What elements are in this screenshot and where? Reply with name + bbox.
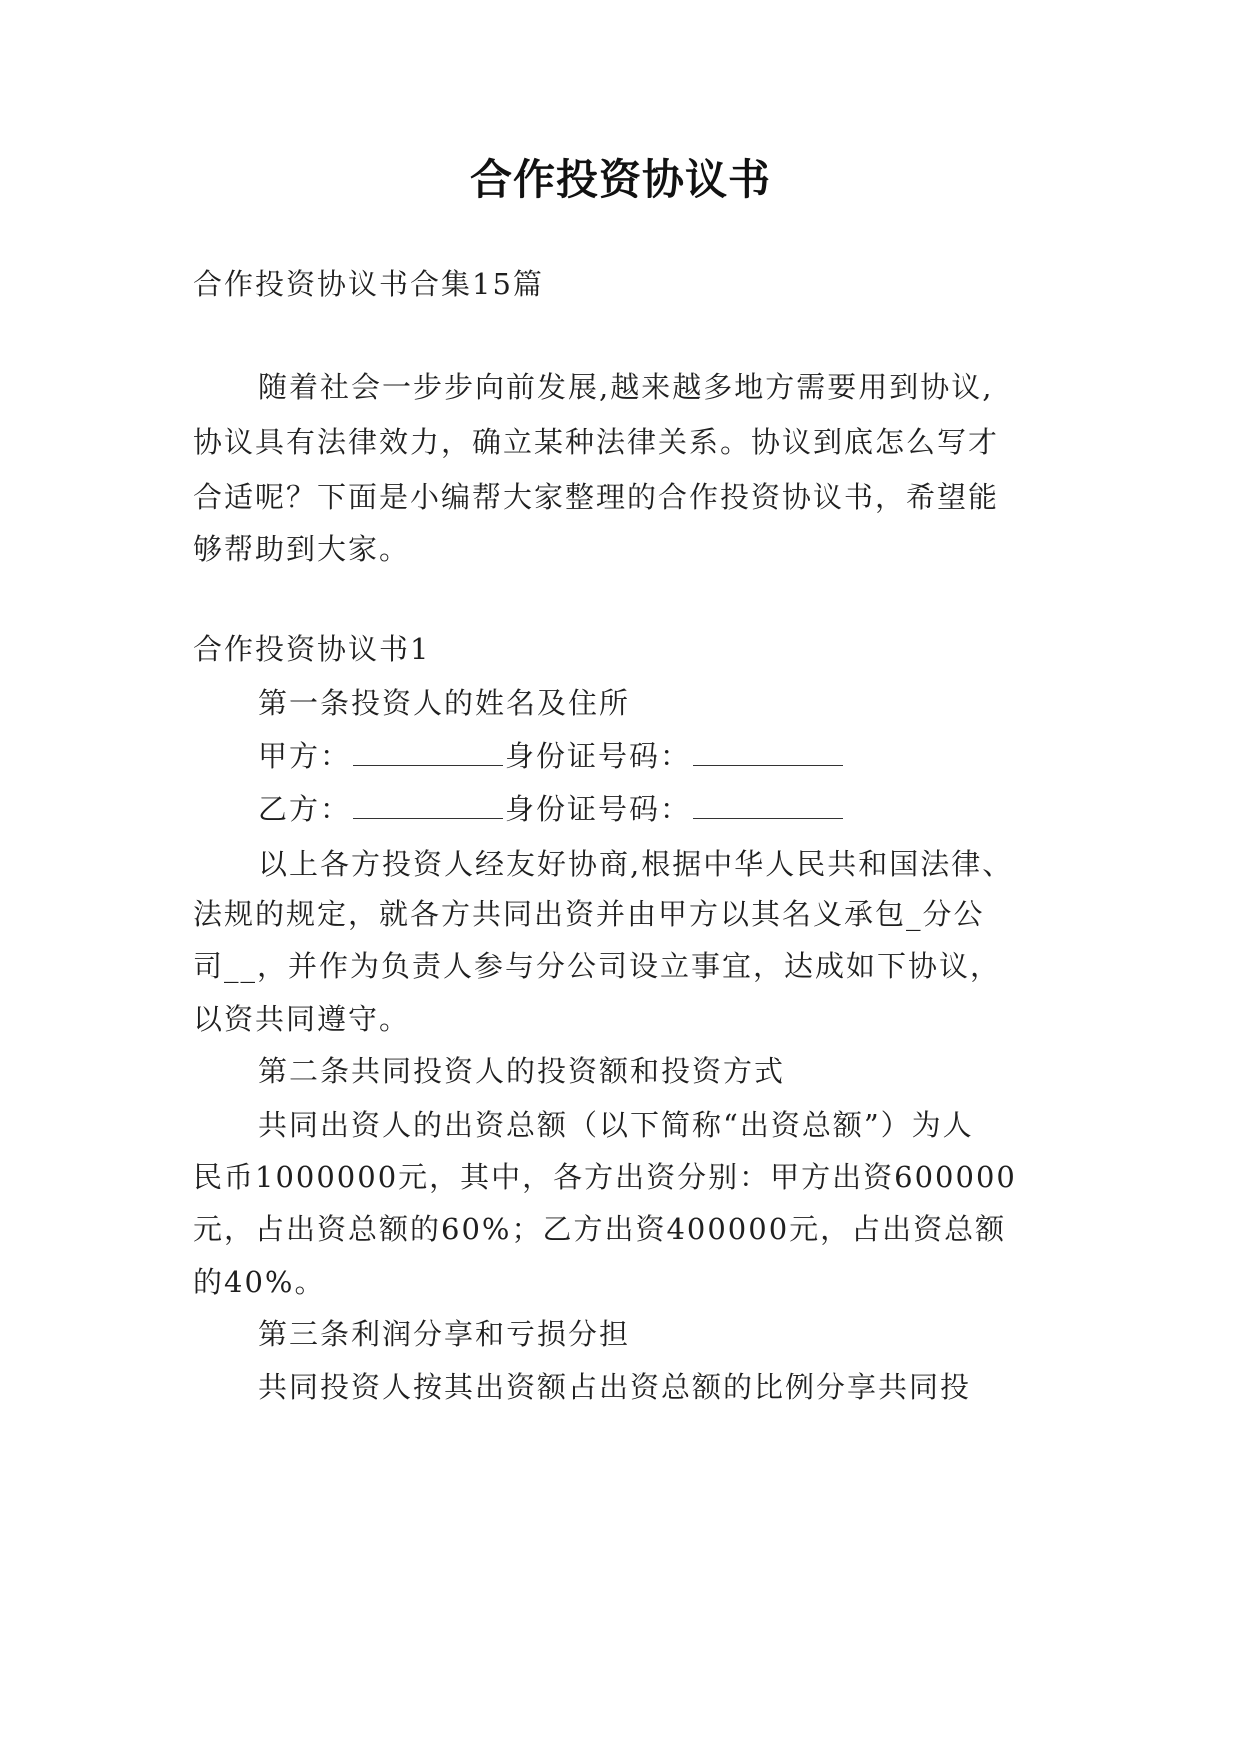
- party-b-name-blank: [353, 792, 503, 819]
- party-a-label: 甲方：: [258, 739, 352, 773]
- article-2-heading: 第二条共同投资人的投资额和投资方式: [258, 1054, 786, 1088]
- paragraph-1-line-4: 以资共同遵守。: [193, 1002, 411, 1036]
- paragraph-3-line-1: 共同投资人按其出资额占出资总额的比例分享共同投: [258, 1370, 972, 1404]
- paragraph-2-line-1: 共同出资人的出资总额（以下简称“出资总额”）为人: [258, 1108, 974, 1142]
- intro-line-2: 协议具有法律效力，确立某种法律关系。协议到底怎么写才: [193, 425, 1000, 459]
- paragraph-1-line-1: 以上各方投资人经友好协商,根据中华人民共和国法律、: [258, 847, 1014, 881]
- party-b-id-blank: [693, 792, 843, 819]
- intro-line-4: 够帮助到大家。: [193, 532, 411, 566]
- paragraph-2-line-3: 元，占出资总额的60%；乙方出资400000元，占出资总额: [193, 1212, 1007, 1246]
- article-1-heading: 第一条投资人的姓名及住所: [258, 686, 631, 720]
- party-a-name-blank: [353, 739, 503, 766]
- paragraph-2-line-4: 的40%。: [193, 1265, 326, 1299]
- party-b-line: [258, 780, 1128, 838]
- party-a-id-label: 身份证号码：: [505, 739, 692, 773]
- document-subtitle: 合作投资协议书合集15篇: [193, 267, 544, 301]
- party-a-line: [258, 727, 1128, 785]
- article-3-heading: 第三条利润分享和亏损分担: [258, 1317, 631, 1351]
- document-title: 合作投资协议书: [469, 155, 771, 204]
- paragraph-1-line-3: 司__，并作为负责人参与分公司设立事宜，达成如下协议，: [193, 949, 1002, 983]
- section-heading: 合作投资协议书1: [193, 632, 431, 666]
- party-a-id-blank: [693, 739, 843, 766]
- party-b-id-label: 身份证号码：: [505, 792, 692, 826]
- party-b-label: 乙方：: [258, 792, 352, 826]
- intro-line-1: 随着社会一步步向前发展,越来越多地方需要用到协议,: [258, 370, 994, 404]
- paragraph-2-line-2: 民币1000000元，其中，各方出资分别：甲方出资600000: [193, 1160, 1017, 1194]
- paragraph-1-line-2: 法规的规定，就各方共同出资并由甲方以其名义承包_分公: [193, 897, 985, 931]
- intro-line-3: 合适呢？下面是小编帮大家整理的合作投资协议书，希望能: [193, 480, 1000, 514]
